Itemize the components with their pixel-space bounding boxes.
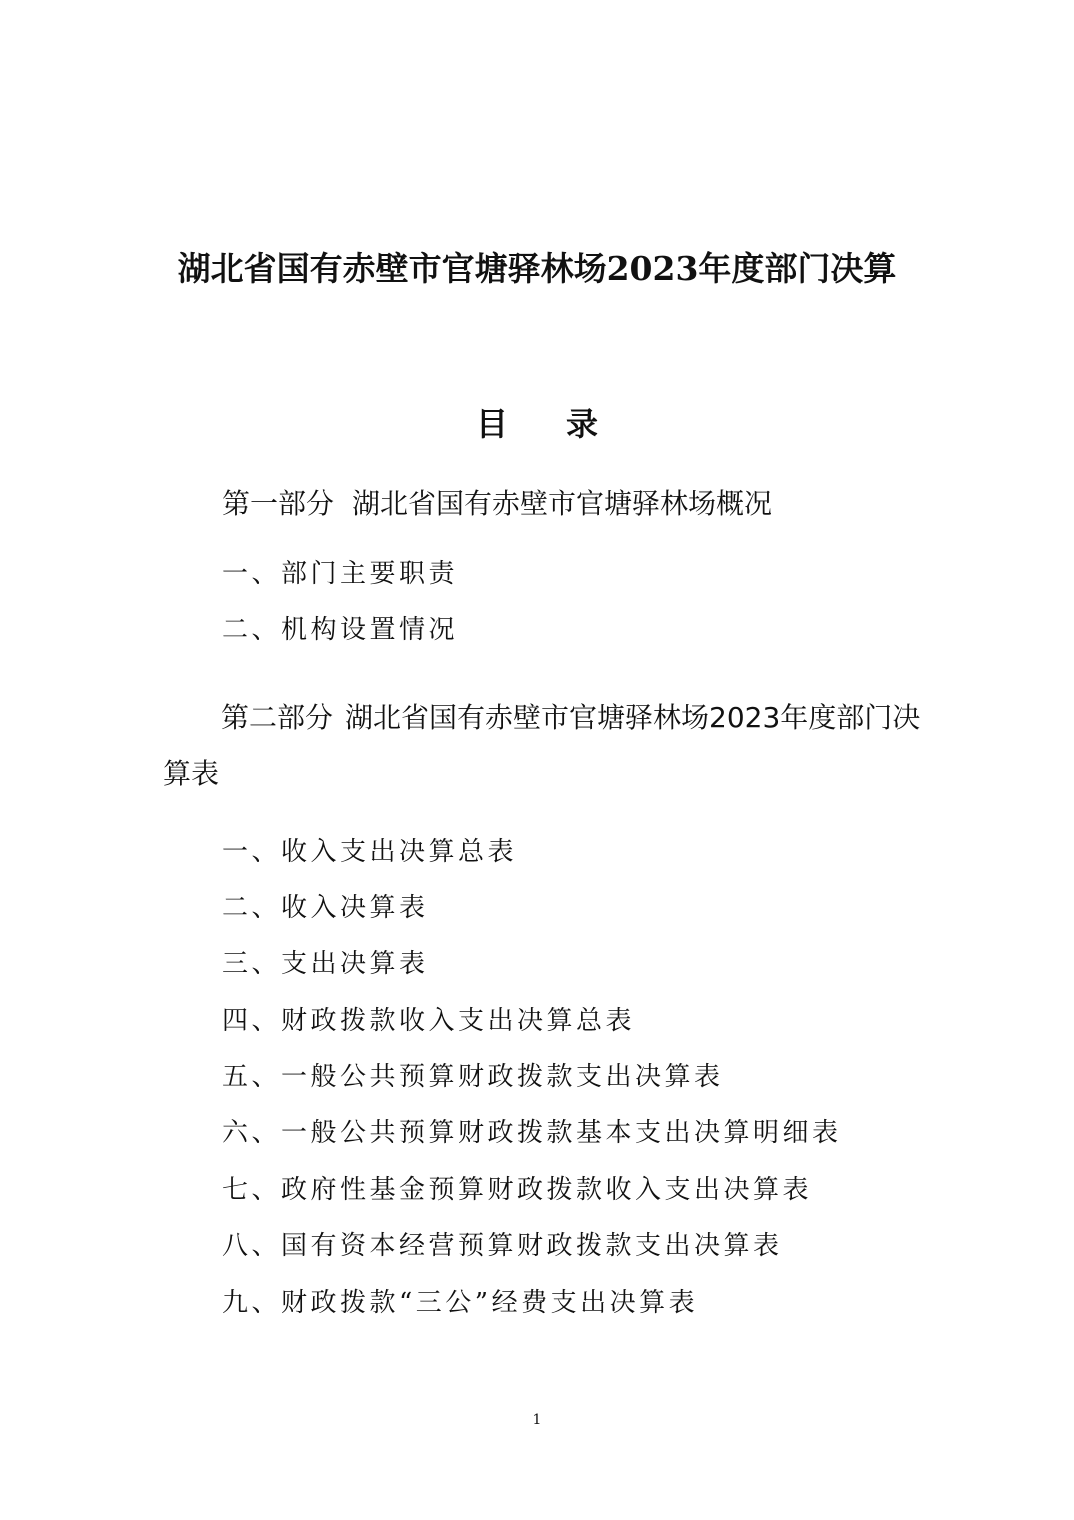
toc-item-part2-3: 三、支出决算表 bbox=[222, 949, 429, 979]
toc-item-part2-5: 五、一般公共预算财政拨款支出决算表 bbox=[222, 1062, 724, 1092]
part2-label: 第二部分 bbox=[221, 701, 334, 734]
toc-item-part2-4: 四、财政拨款收入支出决算总表 bbox=[222, 1006, 636, 1036]
toc-heading bbox=[0, 402, 1074, 446]
toc-item-part1-2: 二、机构设置情况 bbox=[222, 615, 459, 645]
part1-heading bbox=[222, 484, 772, 524]
toc-item-part2-8: 八、国有资本经营预算财政拨款支出决算表 bbox=[222, 1231, 783, 1261]
toc-item-part2-1: 一、收入支出决算总表 bbox=[222, 837, 518, 867]
toc-item-part2-6: 六、一般公共预算财政拨款基本支出决算明细表 bbox=[222, 1118, 842, 1148]
toc-heading-right: 录 bbox=[566, 405, 599, 443]
part1-label: 第一部分 bbox=[222, 487, 335, 520]
toc-heading-left: 目 bbox=[475, 405, 508, 443]
toc-item-part2-7: 七、政府性基金预算财政拨款收入支出决算表 bbox=[222, 1175, 813, 1205]
part1-title: 湖北省国有赤壁市官塘驿林场概况 bbox=[352, 487, 773, 520]
page-number: 1 bbox=[532, 1412, 542, 1428]
toc-item-part2-2: 二、收入决算表 bbox=[222, 893, 429, 923]
toc-item-part2-9: 九、财政拨款“三公”经费支出决算表 bbox=[222, 1288, 699, 1318]
part2-title: 湖北省国有赤壁市官塘驿林场2023年度部门决算表 bbox=[163, 701, 921, 790]
part2-heading bbox=[163, 690, 923, 802]
document-title: 湖北省国有赤壁市官塘驿林场2023年度部门决算 bbox=[177, 249, 897, 288]
toc-item-part1-1: 一、部门主要职责 bbox=[222, 559, 459, 589]
